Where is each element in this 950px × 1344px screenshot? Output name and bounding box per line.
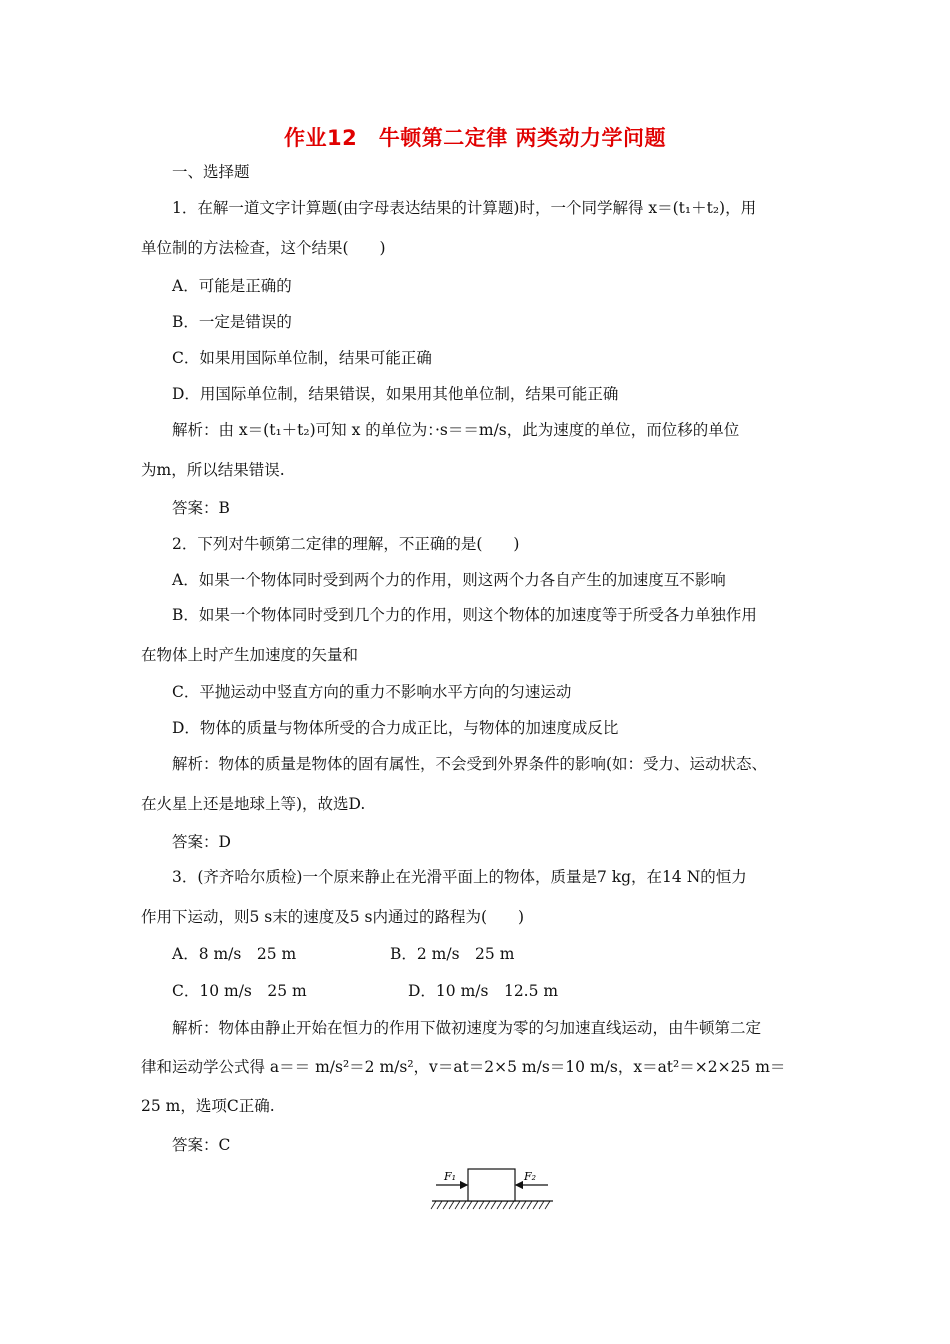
q1-stem-line2: 单位制的方法检查，这个结果( ): [141, 239, 386, 257]
force-diagram: [430, 1163, 555, 1218]
q2-option-c: C．平抛运动中竖直方向的重力不影响水平方向的匀速运动: [172, 683, 572, 701]
f2-label: F₂: [524, 1170, 537, 1183]
q1-option-c: C．如果用国际单位制，结果可能正确: [172, 349, 432, 367]
q2-option-b-line1: B．如果一个物体同时受到几个力的作用，则这个物体的加速度等于所受各力单独作用: [172, 606, 757, 624]
q3-stem-line2: 作用下运动，则5 s末的速度及5 s内通过的路程为( ): [141, 908, 525, 926]
q2-answer: 答案：D: [172, 833, 231, 851]
q2-option-a: A．如果一个物体同时受到两个力的作用，则这两个力各自产生的加速度互不影响: [172, 571, 726, 589]
q3-option-a: A．8 m/s 25 m: [172, 945, 297, 963]
q2-option-d: D．物体的质量与物体所受的合力成正比，与物体的加速度成反比: [172, 719, 619, 737]
q1-option-d: D．用国际单位制，结果错误，如果用其他单位制，结果可能正确: [172, 385, 619, 403]
q2-stem: 2．下列对牛顿第二定律的理解，不正确的是( ): [172, 535, 520, 553]
q3-stem-line1: 3．(齐齐哈尔质检)一个原来静止在光滑平面上的物体，质量是7 kg，在14 N的恒力: [172, 868, 747, 886]
q2-option-b-line2: 在物体上时产生加速度的矢量和: [141, 646, 359, 664]
q1-option-a: A．可能是正确的: [172, 277, 292, 295]
section-heading: 一、选择题: [172, 163, 250, 181]
f1-label: F₁: [444, 1170, 457, 1183]
page-title: 作业12 牛顿第二定律 两类动力学问题: [283, 126, 667, 150]
q3-option-d: D．10 m/s 12.5 m: [408, 982, 559, 1000]
block: [468, 1169, 515, 1201]
q1-answer: 答案：B: [172, 499, 230, 517]
q2-analysis-line1: 解析：物体的质量是物体的固有属性，不会受到外界条件的影响(如：受力、运动状态、: [172, 755, 768, 773]
q1-stem-line1: 1．在解一道文字计算题(由字母表达结果的计算题)时，一个同学解得 x＝(t₁＋t₂)，用: [172, 199, 757, 217]
q3-analysis-line3: 25 m，选项C正确.: [141, 1097, 275, 1115]
q3-analysis-line2: 律和运动学公式得 a＝＝ m/s²＝2 m/s²，v＝at＝2×5 m/s＝10 m/s，x＝at²＝×2×25 m＝: [141, 1058, 786, 1076]
q1-option-b: B．一定是错误的: [172, 313, 292, 331]
force-diagram-svg: [430, 1163, 555, 1218]
q3-option-c: C．10 m/s 25 m: [172, 982, 307, 1000]
ground-hatching: [431, 1201, 550, 1209]
q3-analysis-line1: 解析：物体由静止开始在恒力的作用下做初速度为零的匀加速直线运动，由牛顿第二定: [172, 1019, 762, 1037]
q3-option-b: B．2 m/s 25 m: [390, 945, 515, 963]
q1-analysis-line1: 解析：由 x＝(t₁＋t₂)可知 x 的单位为：·s＝＝m/s，此为速度的单位，而位移的单位: [172, 421, 740, 439]
q2-analysis-line2: 在火星上还是地球上等)，故选D.: [141, 795, 366, 813]
q1-analysis-line2: 为m，所以结果错误.: [141, 461, 285, 479]
q3-answer: 答案：C: [172, 1136, 231, 1154]
